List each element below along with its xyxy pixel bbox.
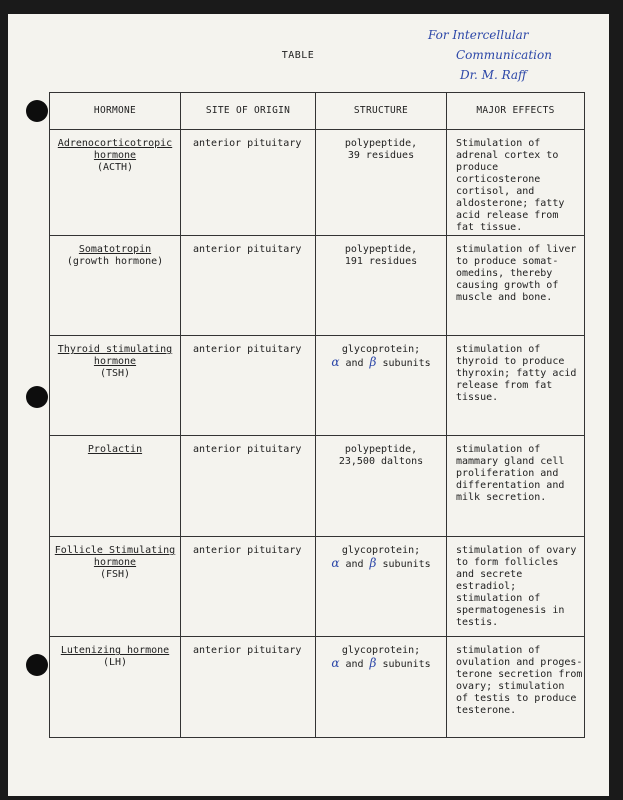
effects-cell: stimulation of ovary to form follicles and secrete estradiol; stimulation of spermatogenesis in testis.	[447, 536, 585, 636]
hormone-abbr: (growth hormone)	[66, 255, 164, 267]
column-header: MAJOR EFFECTS	[447, 93, 585, 130]
structure-line: glycoprotein;	[341, 344, 421, 355]
beta-symbol: β	[369, 656, 377, 671]
handwritten-signature: Dr. M. Raff	[460, 68, 527, 82]
effects-cell: stimulation of mammary gland cell proliferation and differentation and milk secretion.	[447, 436, 585, 536]
hormone-cell	[50, 536, 181, 636]
table-row	[50, 536, 585, 636]
site-cell: anterior pituitary	[181, 637, 316, 738]
hormone-cell	[50, 637, 181, 738]
effects-cell: stimulation of ovulation and proges- terone secretion from ovary; stimulation of testis to produce testerone.	[447, 637, 585, 738]
table-header-row	[50, 93, 585, 130]
column-header: STRUCTURE	[316, 93, 447, 130]
table-row	[50, 637, 585, 738]
hormone-abbr: (ACTH)	[96, 162, 134, 173]
document-page	[8, 14, 609, 796]
hormone-cell	[50, 336, 181, 436]
hormone-name: Thyroid stimulating hormone	[57, 344, 173, 367]
effects-cell: stimulation of thyroid to produce thyroxin; fatty acid release from fat tissue.	[447, 336, 585, 436]
structure-cell	[316, 336, 447, 436]
alpha-symbol: α	[331, 656, 340, 671]
hormone-name: Prolactin	[87, 444, 143, 456]
punch-hole	[26, 386, 48, 408]
site-cell: anterior pituitary	[181, 536, 316, 636]
structure-word: subunits	[382, 558, 431, 570]
table-row	[50, 436, 585, 536]
structure-line	[316, 557, 446, 571]
structure-line: 39 residues	[347, 150, 415, 161]
structure-line: polypeptide,	[344, 243, 418, 255]
hormone-abbr: (FSH)	[99, 568, 131, 580]
handwritten-note-line: For Intercellular	[428, 28, 529, 42]
structure-cell	[316, 637, 447, 738]
structure-line: 191 residues	[344, 255, 418, 267]
structure-line: glycoprotein;	[341, 544, 421, 556]
structure-line: polypeptide,	[344, 138, 418, 149]
table-row	[50, 130, 585, 236]
hormone-abbr: (LH)	[102, 657, 128, 669]
document-title: TABLE	[281, 50, 315, 61]
structure-line: polypeptide,	[344, 444, 418, 456]
hormone-name: Lutenizing hormone	[60, 645, 170, 657]
structure-word: subunits	[382, 659, 431, 671]
beta-symbol: β	[369, 555, 377, 570]
punch-hole	[26, 100, 48, 122]
site-cell: anterior pituitary	[181, 130, 316, 236]
structure-word: and	[345, 558, 364, 570]
structure-cell	[316, 130, 447, 236]
beta-symbol: β	[369, 355, 377, 369]
effects-cell: stimulation of liver to produce somat- omedins, thereby causing growth of muscle and bone.	[447, 235, 585, 335]
site-cell: anterior pituitary	[181, 235, 316, 335]
hormone-cell	[50, 235, 181, 335]
hormone-name: Follicle Stimulating hormone	[54, 544, 176, 568]
structure-word: and	[345, 358, 364, 369]
hormone-abbr: (TSH)	[99, 368, 131, 379]
structure-cell	[316, 536, 447, 636]
structure-cell	[316, 436, 447, 536]
site-cell: anterior pituitary	[181, 436, 316, 536]
handwritten-note-line: Communication	[456, 48, 552, 62]
structure-word: and	[345, 659, 364, 671]
alpha-symbol: α	[331, 555, 340, 570]
table-row	[50, 336, 585, 436]
structure-line	[316, 657, 446, 671]
punch-hole	[26, 654, 48, 676]
hormone-cell	[50, 130, 181, 236]
effects-cell: Stimulation of adrenal cortex to produce corticosterone cortisol, and aldosterone; fatty acid release from fat tissue.	[447, 130, 585, 236]
structure-line: glycoprotein;	[341, 645, 421, 657]
structure-cell	[316, 235, 447, 335]
hormone-cell	[50, 436, 181, 536]
column-header: SITE OF ORIGIN	[181, 93, 316, 130]
hormone-name: Somatotropin	[78, 243, 152, 255]
structure-word: subunits	[382, 358, 431, 369]
hormone-table	[49, 92, 585, 738]
site-cell: anterior pituitary	[181, 336, 316, 436]
structure-line: 23,500 daltons	[338, 456, 424, 468]
hormone-name: Adrenocorticotropic hormone	[57, 138, 173, 161]
column-header: HORMONE	[50, 93, 181, 130]
alpha-symbol: α	[331, 355, 340, 369]
table-row	[50, 235, 585, 335]
structure-line	[316, 356, 446, 370]
